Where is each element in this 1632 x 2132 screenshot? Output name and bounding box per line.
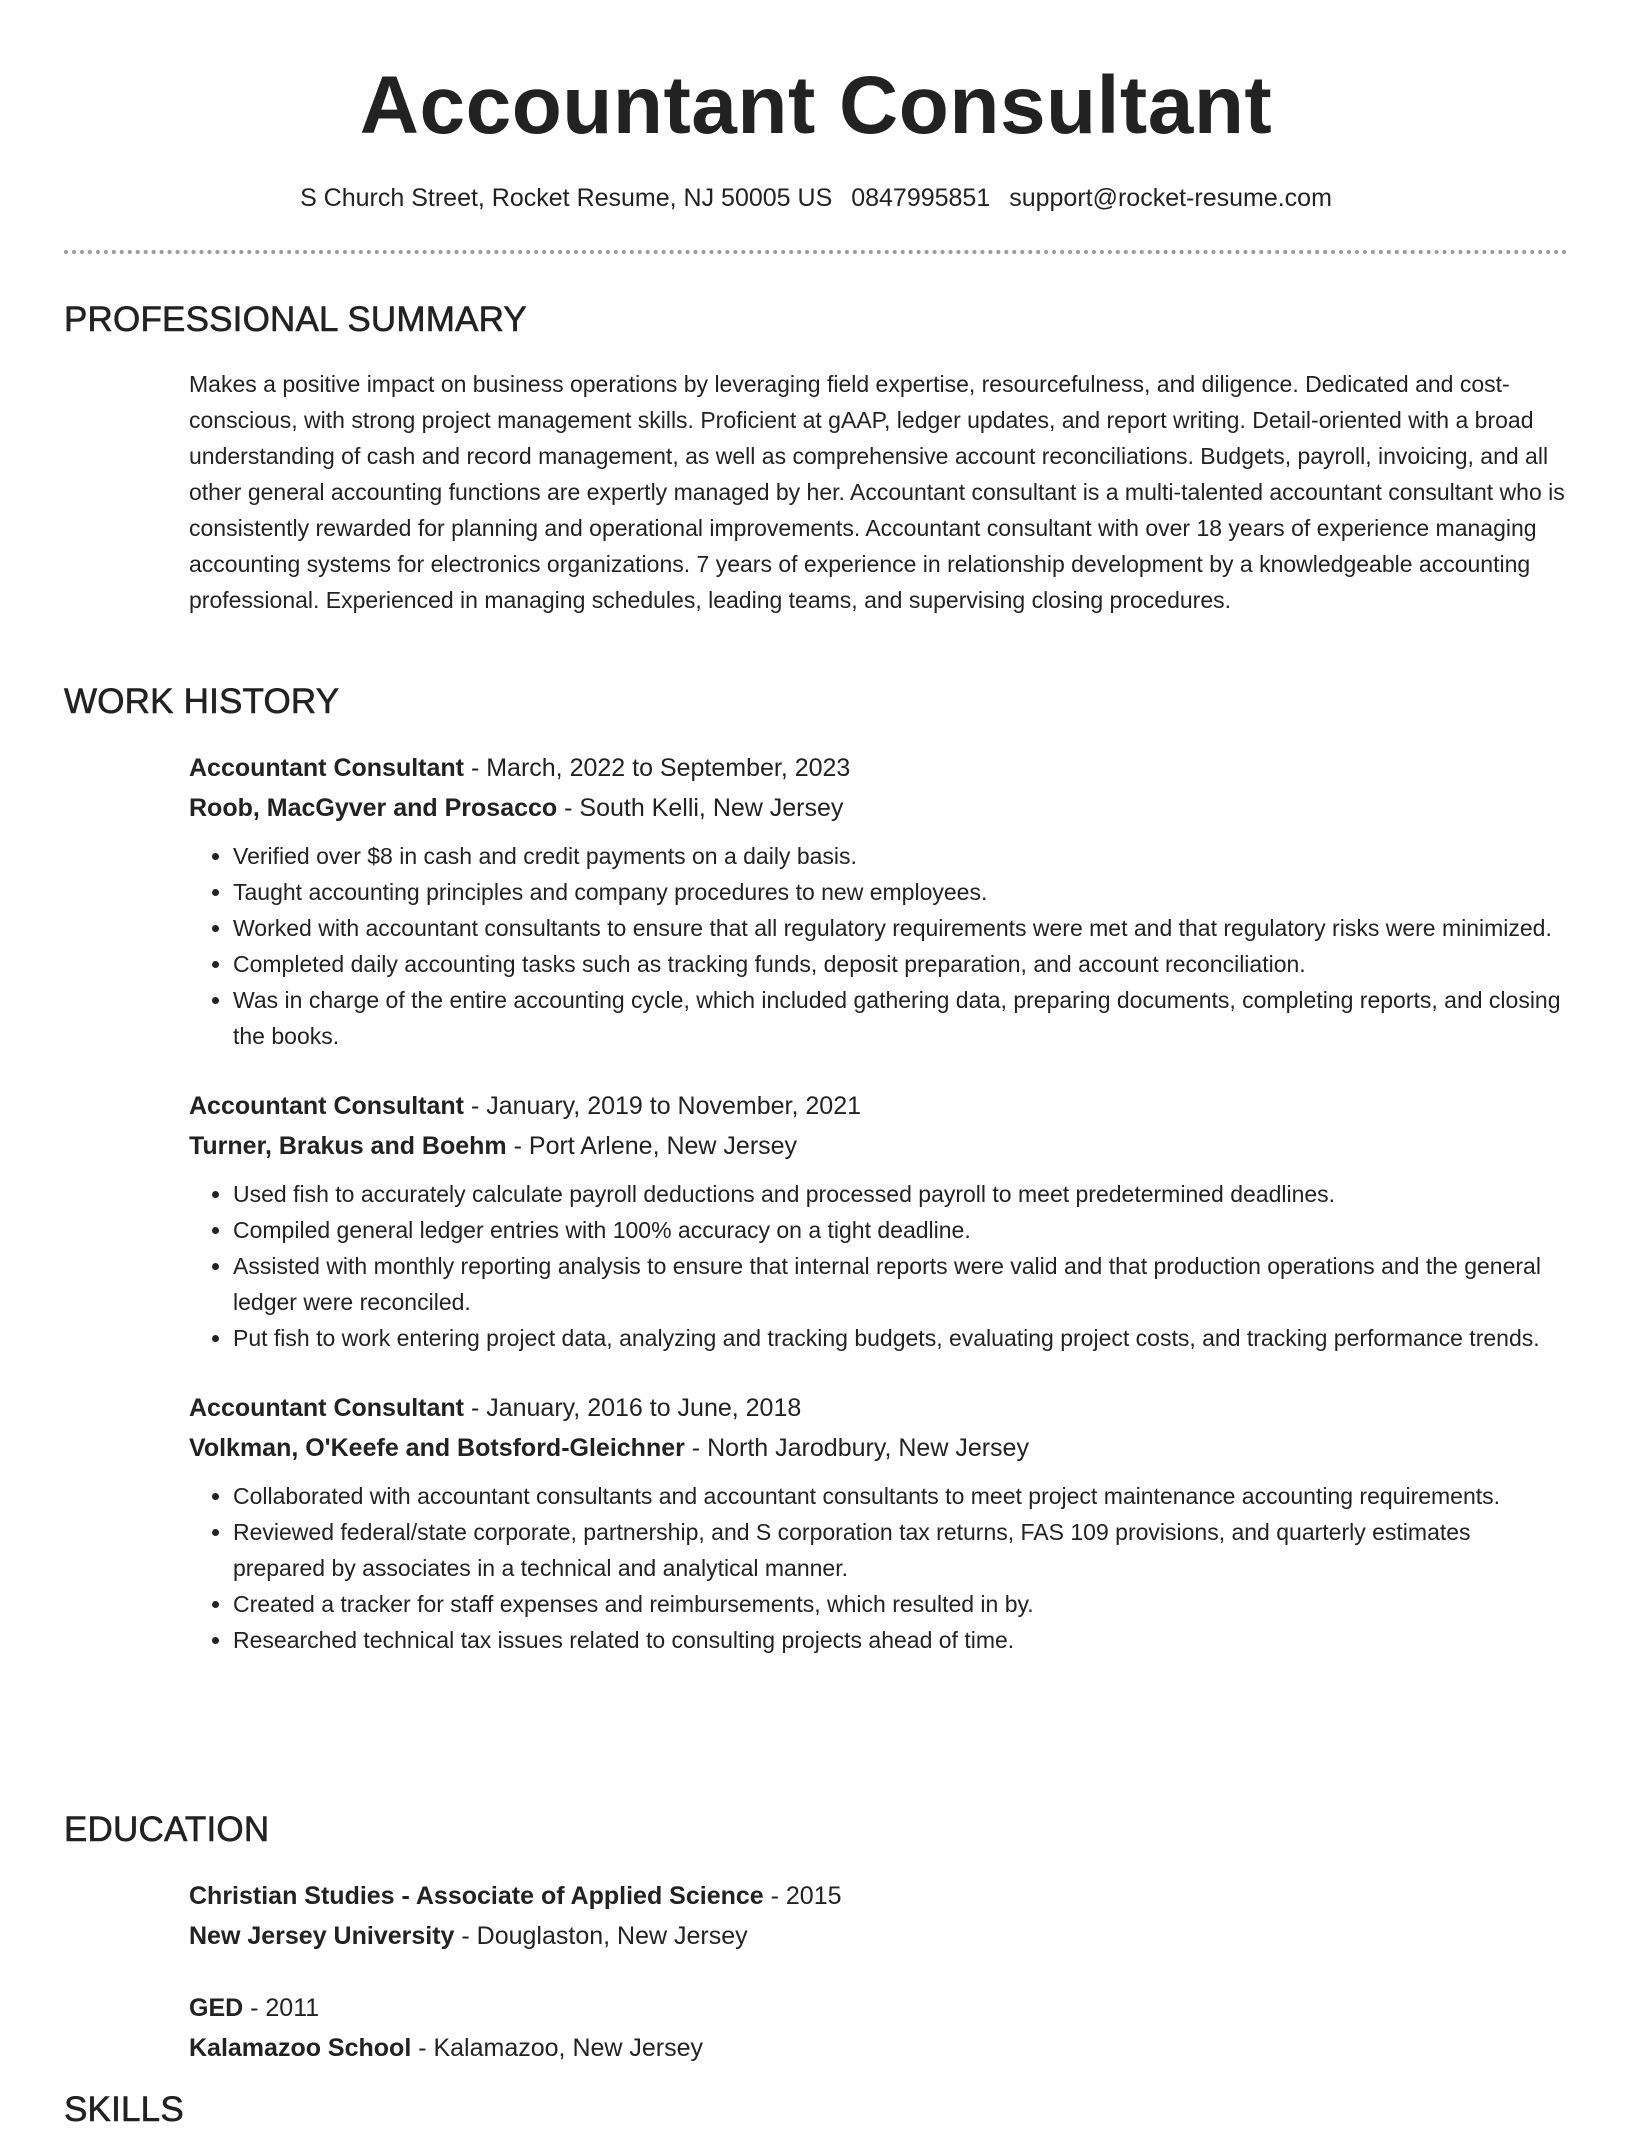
job-bullet: • Created a tracker for staff expenses and reimbursements, which resulted in by.: [233, 1586, 1567, 1622]
job-location: - Port Arlene, New Jersey: [506, 1132, 798, 1160]
summary-text: Makes a positive impact on business operations by leveraging field expertise, resourcefulness, and diligence. Dedicated and cost-conscious, with strong project management skills. Proficient at gAAP, ledger updates, and report writing. Detail-oriented with a broad understanding of cash and record management, as well as comprehensive account reconciliations. Budgets, payroll, invoicing, and all other general accounting functions are expertly managed by her. Accountant consultant is a multi-talented accountant consultant who is consistently rewarded for planning and operational improvements. Accountant consultant with over 18 years of experience managing accounting systems for electronics organizations. 7 years of experience in relationship development by a knowledgeable accounting professional. Experienced in managing schedules, leading teams, and supervising closing procedures.: [189, 371, 1565, 613]
education-title: EDUCATION: [64, 1810, 270, 1849]
job-role: Accountant Consultant: [189, 754, 464, 782]
resume-name: Accountant Consultant: [359, 60, 1273, 151]
education-degree-line: [189, 1988, 1567, 2028]
job-company: Turner, Brakus and Boehm: [189, 1132, 507, 1160]
job-bullets: [189, 1176, 1567, 1356]
education-school: New Jersey University: [189, 1922, 455, 1950]
job-bullets: [189, 1478, 1567, 1658]
education-degree: Christian Studies - Associate of Applied Science: [189, 1882, 764, 1910]
education-degree: GED: [189, 1994, 244, 2022]
job-role: Accountant Consultant: [189, 1394, 464, 1422]
work-history-section: [64, 680, 1568, 1658]
education-entry: [189, 1876, 1567, 1956]
summary-section: [64, 298, 1568, 618]
education-section: [64, 1808, 1568, 2068]
job-entry: [189, 1388, 1567, 1658]
skills-section: [64, 2088, 1568, 2132]
header-divider: [64, 250, 1568, 254]
job-role-line: [189, 1388, 1567, 1428]
education-degree-line: [189, 1876, 1567, 1916]
work-history-title: WORK HISTORY: [64, 682, 340, 721]
education-school-line: [189, 2028, 1567, 2068]
contact-line: [0, 180, 1632, 216]
education-school-line: [189, 1916, 1567, 1956]
job-location: - North Jarodbury, New Jersey: [684, 1434, 1029, 1462]
job-entry: [189, 748, 1567, 1054]
job-dates: - January, 2019 to November, 2021: [464, 1092, 861, 1120]
job-location: - South Kelli, New Jersey: [557, 794, 844, 822]
job-bullet: • Was in charge of the entire accounting cycle, which included gathering data, preparing documents, completing reports, and closing the books.: [233, 982, 1567, 1054]
education-location: - Kalamazoo, New Jersey: [411, 2034, 704, 2062]
education-year: - 2011: [243, 1994, 320, 2022]
job-bullet: • Reviewed federal/state corporate, partnership, and S corporation tax returns, FAS 109 provisions, and quarterly estimates prepared by associates in a technical and analytical manner.: [233, 1514, 1567, 1586]
job-bullet: • Verified over $8 in cash and credit payments on a daily basis.: [233, 838, 1567, 874]
job-bullet: • Collaborated with accountant consultants and accountant consultants to meet project maintenance accounting requirements.: [233, 1478, 1567, 1514]
education-location: - Douglaston, New Jersey: [454, 1922, 748, 1950]
job-bullet: • Researched technical tax issues related to consulting projects ahead of time.: [233, 1622, 1567, 1658]
job-bullets: [189, 838, 1567, 1054]
job-bullet: • Worked with accountant consultants to ensure that all regulatory requirements were met and that regulatory risks were minimized.: [233, 910, 1567, 946]
summary-title: PROFESSIONAL SUMMARY: [64, 300, 527, 339]
job-role-line: [189, 748, 1567, 788]
job-company-line: [189, 1428, 1567, 1468]
contact-phone: 0847995851: [851, 184, 991, 212]
job-company: Volkman, O'Keefe and Botsford-Gleichner: [189, 1434, 685, 1462]
job-bullet: • Used fish to accurately calculate payroll deductions and processed payroll to meet predetermined deadlines.: [233, 1176, 1567, 1212]
job-company-line: [189, 1126, 1567, 1166]
education-school: Kalamazoo School: [189, 2034, 412, 2062]
education-year: - 2015: [763, 1882, 842, 1910]
job-bullet: • Taught accounting principles and company procedures to new employees.: [233, 874, 1567, 910]
job-company: Roob, MacGyver and Prosacco: [189, 794, 558, 822]
contact-address: S Church Street, Rocket Resume, NJ 50005 US: [300, 184, 833, 212]
job-dates: - March, 2022 to September, 2023: [464, 754, 851, 782]
job-bullet: • Assisted with monthly reporting analysis to ensure that internal reports were valid and that production operations and the general ledger were reconciled.: [233, 1248, 1567, 1320]
job-bullet: • Put fish to work entering project data, analyzing and tracking budgets, evaluating project costs, and tracking performance trends.: [233, 1320, 1567, 1356]
job-role: Accountant Consultant: [189, 1092, 464, 1120]
job-dates: - January, 2016 to June, 2018: [464, 1394, 802, 1422]
job-entry: [189, 1086, 1567, 1356]
job-company-line: [189, 788, 1567, 828]
skills-title: SKILLS: [64, 2090, 184, 2129]
job-bullet: • Completed daily accounting tasks such as tracking funds, deposit preparation, and account reconciliation.: [233, 946, 1567, 982]
job-bullet: • Compiled general ledger entries with 100% accuracy on a tight deadline.: [233, 1212, 1567, 1248]
contact-email[interactable]: support@rocket-resume.com: [1009, 184, 1332, 212]
education-entry: [189, 1988, 1567, 2068]
job-role-line: [189, 1086, 1567, 1126]
